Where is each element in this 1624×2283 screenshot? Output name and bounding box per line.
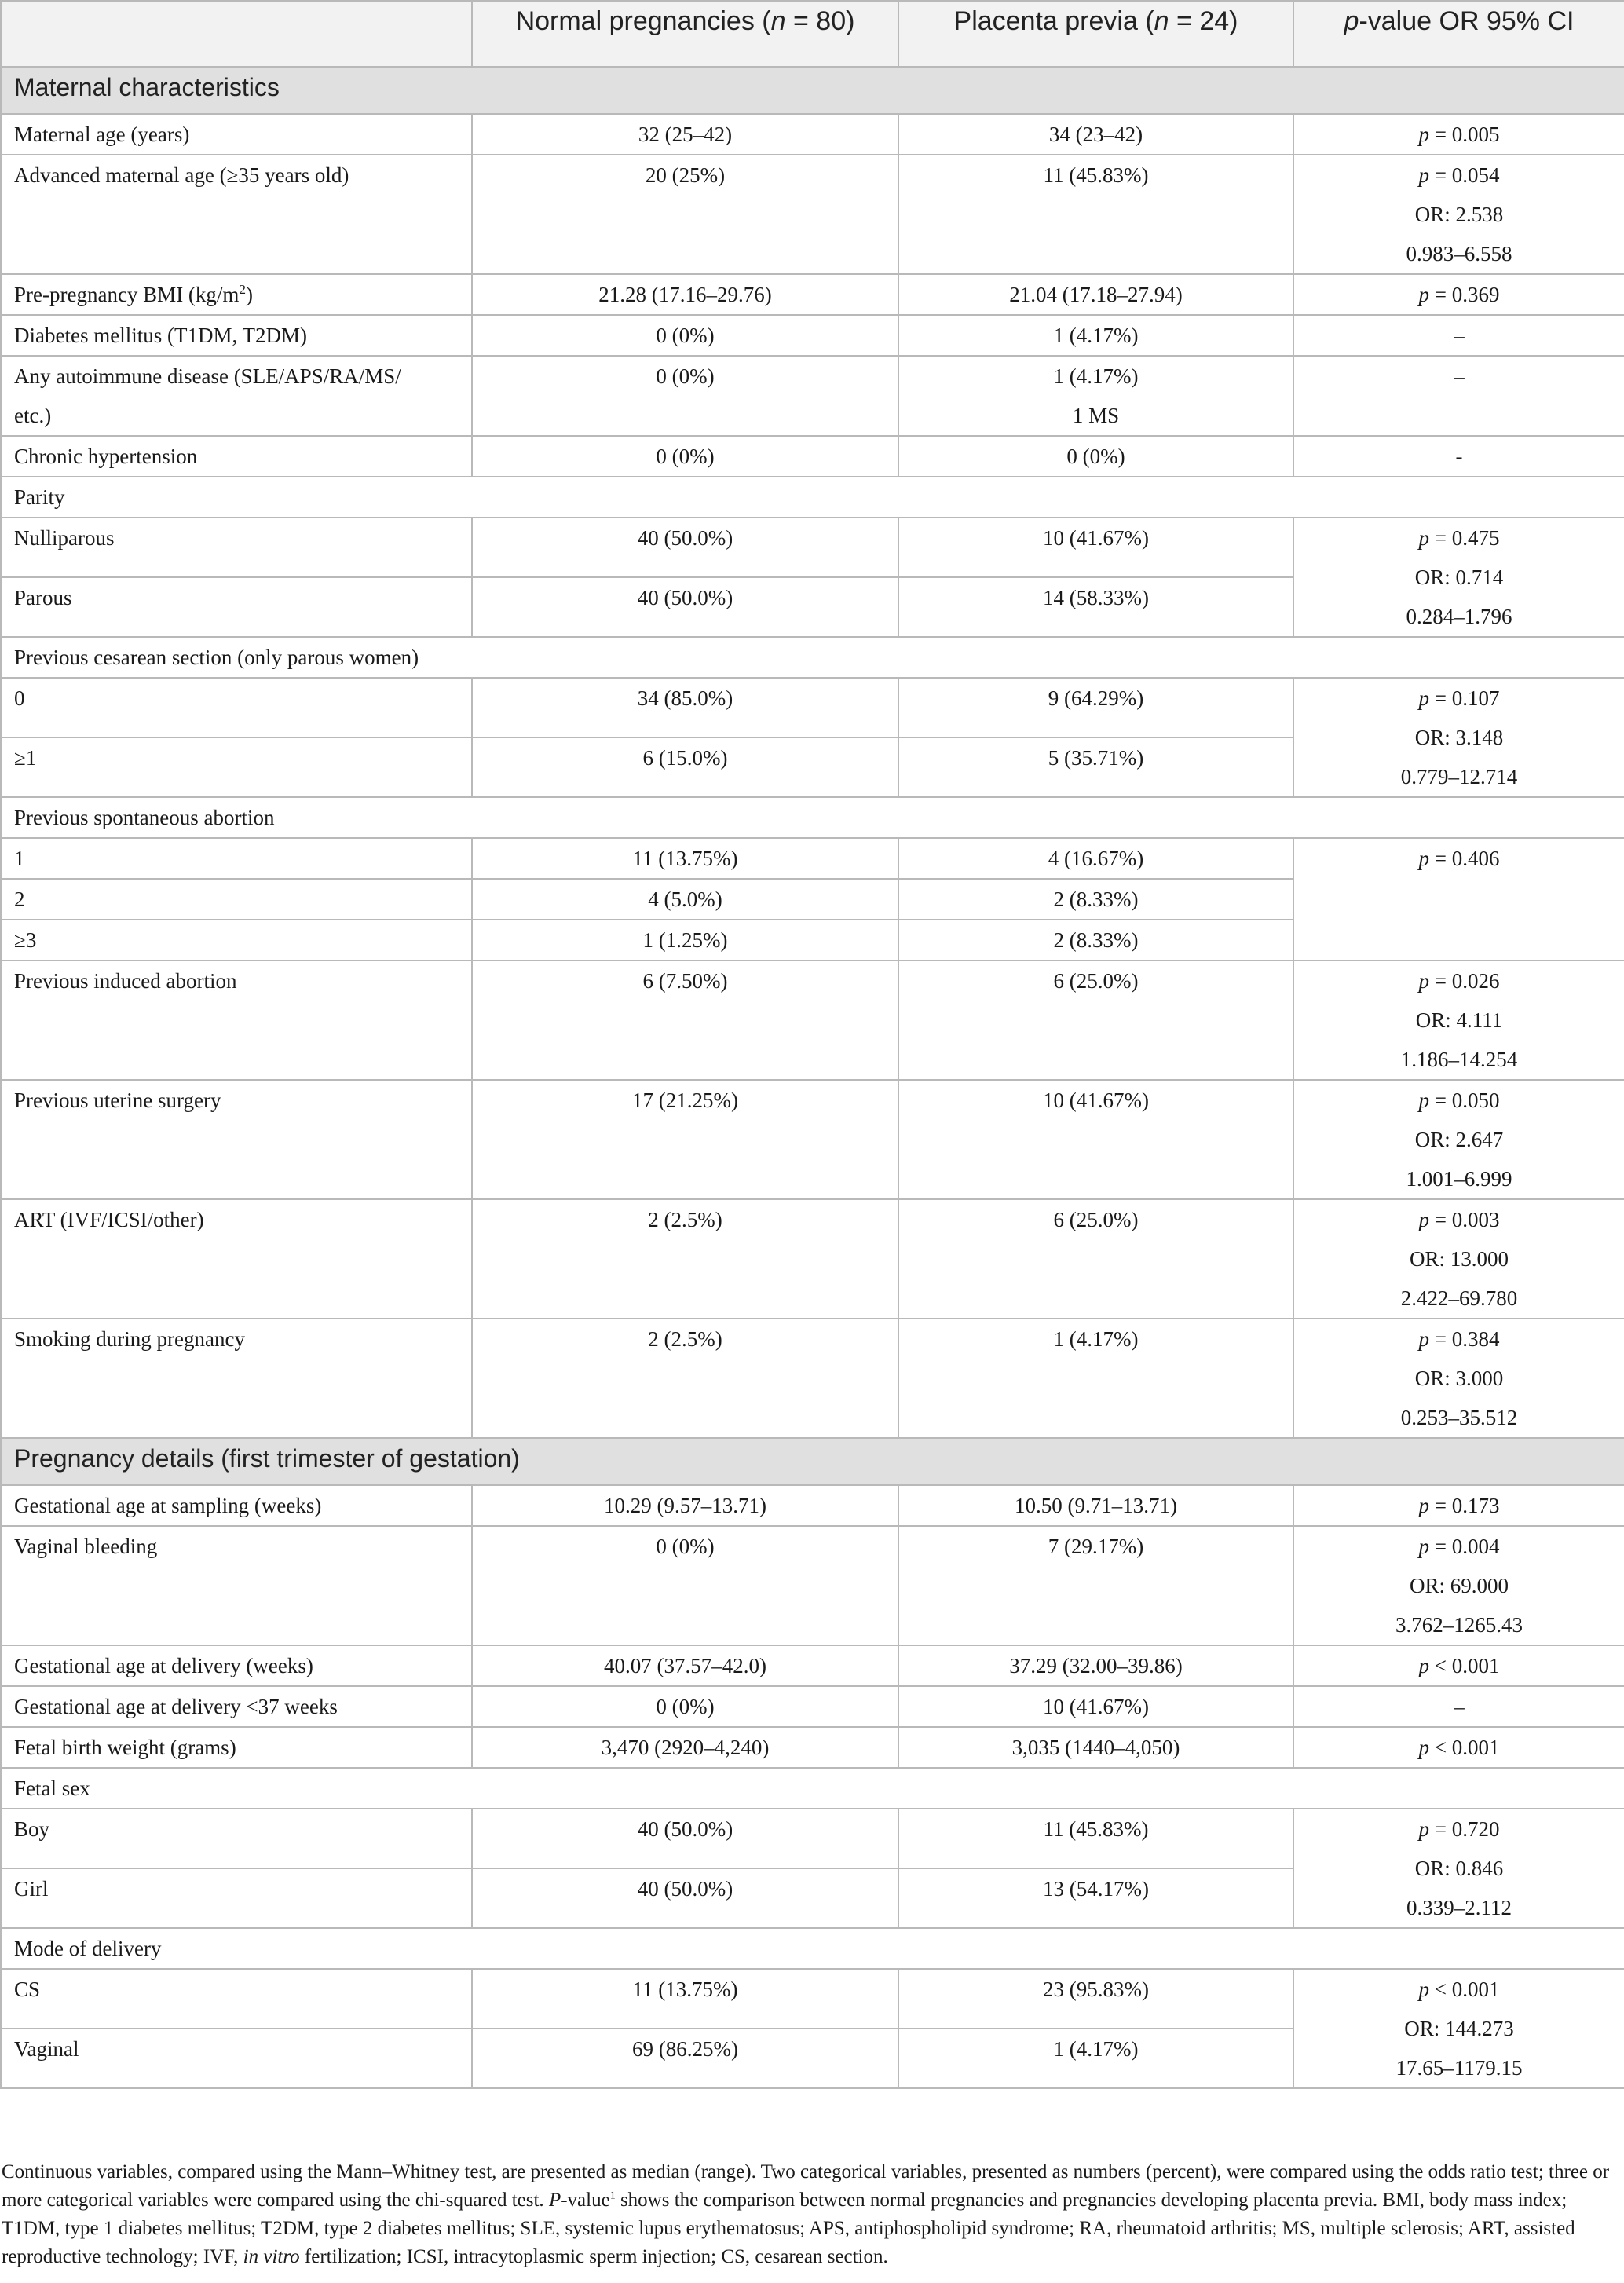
- row-label: Girl: [1, 1868, 472, 1928]
- table-row: [1, 1686, 1624, 1727]
- previa-value: 14 (58.33%): [898, 577, 1293, 637]
- subheading-mode-of-delivery: Mode of delivery: [1, 1928, 1624, 1969]
- previa-value: 11 (45.83%): [898, 155, 1293, 274]
- row-label: Maternal age (years): [1, 114, 472, 155]
- p-value: p < 0.001: [1293, 1727, 1624, 1768]
- section-row: [1, 1438, 1624, 1485]
- p-value-or-ci: p = 0.384 OR: 3.000 0.253–35.512: [1293, 1319, 1624, 1438]
- table-row: [1, 1809, 1624, 1868]
- previa-value: 10 (41.67%): [898, 1686, 1293, 1727]
- previa-value: 5 (35.71%): [898, 737, 1293, 797]
- normal-value: 69 (86.25%): [472, 2029, 898, 2088]
- row-label: CS: [1, 1969, 472, 2029]
- row-label: Diabetes mellitus (T1DM, T2DM): [1, 315, 472, 356]
- p-value-or-ci: p = 0.475 OR: 0.714 0.284–1.796: [1293, 518, 1624, 637]
- previa-value: 1 (4.17%): [898, 2029, 1293, 2088]
- p-value: p = 0.173: [1293, 1485, 1624, 1526]
- row-label: Vaginal: [1, 2029, 472, 2088]
- normal-value: 40.07 (37.57–42.0): [472, 1645, 898, 1686]
- subheading-previous-cesarean: Previous cesarean section (only parous women): [1, 637, 1624, 678]
- p-value-or-ci: p < 0.001 OR: 144.273 17.65–1179.15: [1293, 1969, 1624, 2088]
- previa-value: 37.29 (32.00–39.86): [898, 1645, 1293, 1686]
- table-row: [1, 1080, 1624, 1199]
- row-label: Advanced maternal age (≥35 years old): [1, 155, 472, 274]
- table-row: [1, 114, 1624, 155]
- normal-value: 11 (13.75%): [472, 838, 898, 879]
- row-label: Pre-pregnancy BMI $(kg/m^2)$: [1, 274, 472, 315]
- row-label: Chronic hypertension: [1, 436, 472, 477]
- subheading-fetal-sex: Fetal sex: [1, 1768, 1624, 1809]
- table-row: [1, 518, 1624, 577]
- normal-value: 1 (1.25%): [472, 920, 898, 960]
- section-pregnancy-details: Pregnancy details (first trimester of gestation): [1, 1438, 1624, 1485]
- subheading-row: [1, 1928, 1624, 1969]
- normal-value: 6 (15.0%): [472, 737, 898, 797]
- normal-value: 0 (0%): [472, 315, 898, 356]
- previa-value: 2 (8.33%): [898, 879, 1293, 920]
- row-label: ART (IVF/ICSI/other): [1, 1199, 472, 1319]
- table-row: [1, 155, 1624, 274]
- previa-value: 9 (64.29%): [898, 678, 1293, 737]
- normal-value: 0 (0%): [472, 356, 898, 436]
- normal-value: 40 (50.0%): [472, 518, 898, 577]
- subheading-spontaneous-abortion: Previous spontaneous abortion: [1, 797, 1624, 838]
- row-label: Previous uterine surgery: [1, 1080, 472, 1199]
- normal-value: 17 (21.25%): [472, 1080, 898, 1199]
- subheading-row: [1, 797, 1624, 838]
- row-label: Nulliparous: [1, 518, 472, 577]
- section-maternal-characteristics: Maternal characteristics: [1, 67, 1624, 114]
- p-value-or-ci: p = 0.026 OR: 4.111 1.186–14.254: [1293, 960, 1624, 1080]
- row-label: ≥1: [1, 737, 472, 797]
- header-placenta-previa: Placenta previa (n = 24): [898, 1, 1293, 67]
- normal-value: 32 (25–42): [472, 114, 898, 155]
- previa-value: 3,035 (1440–4,050): [898, 1727, 1293, 1768]
- row-label: Gestational age at delivery (weeks): [1, 1645, 472, 1686]
- table-row: [1, 838, 1624, 879]
- p-value-or-ci: p = 0.003 OR: 13.000 2.422–69.780: [1293, 1199, 1624, 1319]
- header-row: [1, 1, 1624, 67]
- normal-value: 40 (50.0%): [472, 577, 898, 637]
- normal-value: 34 (85.0%): [472, 678, 898, 737]
- header-normal-pregnancies: Normal pregnancies (n = 80): [472, 1, 898, 67]
- p-value: –: [1293, 356, 1624, 436]
- p-value: p = 0.005: [1293, 114, 1624, 155]
- normal-value: 4 (5.0%): [472, 879, 898, 920]
- table-row: [1, 1526, 1624, 1645]
- row-label: Any autoimmune disease (SLE/APS/RA/MS/ etc.): [1, 356, 472, 436]
- table-row: [1, 356, 1624, 436]
- p-value-or-ci: p = 0.720 OR: 0.846 0.339–2.112: [1293, 1809, 1624, 1928]
- subheading-row: [1, 637, 1624, 678]
- table-row: [1, 1319, 1624, 1438]
- previa-value: 7 (29.17%): [898, 1526, 1293, 1645]
- table-row: [1, 1485, 1624, 1526]
- row-label: Vaginal bleeding: [1, 1526, 472, 1645]
- table-row: [1, 678, 1624, 737]
- previa-value: 1 (4.17%): [898, 1319, 1293, 1438]
- normal-value: 21.28 (17.16–29.76): [472, 274, 898, 315]
- normal-value: 2 (2.5%): [472, 1199, 898, 1319]
- row-label: Boy: [1, 1809, 472, 1868]
- normal-value: 10.29 (9.57–13.71): [472, 1485, 898, 1526]
- normal-value: 20 (25%): [472, 155, 898, 274]
- previa-value: 0 (0%): [898, 436, 1293, 477]
- p-value: p = 0.406: [1293, 838, 1624, 960]
- row-label: 0: [1, 678, 472, 737]
- table-row: [1, 960, 1624, 1080]
- p-value: -: [1293, 436, 1624, 477]
- row-label: Gestational age at sampling (weeks): [1, 1485, 472, 1526]
- row-label: 1: [1, 838, 472, 879]
- p-value: p < 0.001: [1293, 1645, 1624, 1686]
- normal-value: 2 (2.5%): [472, 1319, 898, 1438]
- previa-value: 10.50 (9.71–13.71): [898, 1485, 1293, 1526]
- p-value: –: [1293, 1686, 1624, 1727]
- previa-value: 34 (23–42): [898, 114, 1293, 155]
- normal-value: 40 (50.0%): [472, 1809, 898, 1868]
- p-value-or-ci: p = 0.054 OR: 2.538 0.983–6.558: [1293, 155, 1624, 274]
- table-row: [1, 1969, 1624, 2029]
- previa-value: 23 (95.83%): [898, 1969, 1293, 2029]
- previa-value: 4 (16.67%): [898, 838, 1293, 879]
- previa-value: 1 (4.17%) 1 MS: [898, 356, 1293, 436]
- header-variable: [1, 1, 472, 67]
- header-pvalue-or-ci: p-value OR 95% CI: [1293, 1, 1624, 67]
- p-value: p = 0.369: [1293, 274, 1624, 315]
- previa-value: 6 (25.0%): [898, 960, 1293, 1080]
- previa-value: 10 (41.67%): [898, 518, 1293, 577]
- row-label: Parous: [1, 577, 472, 637]
- row-label: Previous induced abortion: [1, 960, 472, 1080]
- table-row: [1, 1645, 1624, 1686]
- normal-value: 40 (50.0%): [472, 1868, 898, 1928]
- subheading-parity: Parity: [1, 477, 1624, 518]
- row-label: ≥3: [1, 920, 472, 960]
- table-row: [1, 1727, 1624, 1768]
- p-value-or-ci: p = 0.050 OR: 2.647 1.001–6.999: [1293, 1080, 1624, 1199]
- normal-value: 11 (13.75%): [472, 1969, 898, 2029]
- table-row: [1, 1199, 1624, 1319]
- row-label: Gestational age at delivery <37 weeks: [1, 1686, 472, 1727]
- previa-value: 11 (45.83%): [898, 1809, 1293, 1868]
- table-footnote: Continuous variables, compared using the Mann–Whitney test, are presented as median (range). Two categorical variables, presented as numbers (percent), were compared using the odds ratio test; three or more categorical variables were compared using the chi-squared test. P-value$^1$ shows the comparison between normal pregnancies and pregnancies developing placenta previa. BMI, body mass index; T1DM, type 1 diabetes mellitus; T2DM, type 2 diabetes mellitus; SLE, systemic lupus erythematosus; APS, antiphospholipid syndrome; RA, rheumatoid arthritis; MS, multiple sclerosis; ART, assisted reproductive technology; IVF, in vitro fertilization; ICSI, intracytoplasmic sperm injection; CS, cesarean section.: [2, 2161, 1610, 2267]
- subheading-row: [1, 1768, 1624, 1809]
- section-row: [1, 67, 1624, 114]
- subheading-row: [1, 477, 1624, 518]
- previa-value: 10 (41.67%): [898, 1080, 1293, 1199]
- normal-value: 3,470 (2920–4,240): [472, 1727, 898, 1768]
- normal-value: 6 (7.50%): [472, 960, 898, 1080]
- row-label: Fetal birth weight (grams): [1, 1727, 472, 1768]
- previa-value: 1 (4.17%): [898, 315, 1293, 356]
- previa-value: 13 (54.17%): [898, 1868, 1293, 1928]
- normal-value: 0 (0%): [472, 1686, 898, 1727]
- previa-value: 21.04 (17.18–27.94): [898, 274, 1293, 315]
- table-row: [1, 315, 1624, 356]
- previa-value: 6 (25.0%): [898, 1199, 1293, 1319]
- previa-value: 2 (8.33%): [898, 920, 1293, 960]
- p-value-or-ci: p = 0.004 OR: 69.000 3.762–1265.43: [1293, 1526, 1624, 1645]
- table-row: [1, 436, 1624, 477]
- row-label: 2: [1, 879, 472, 920]
- normal-value: 0 (0%): [472, 1526, 898, 1645]
- p-value-or-ci: p = 0.107 OR: 3.148 0.779–12.714: [1293, 678, 1624, 797]
- p-value: –: [1293, 315, 1624, 356]
- normal-value: 0 (0%): [472, 436, 898, 477]
- row-label: Smoking during pregnancy: [1, 1319, 472, 1438]
- table-row: [1, 274, 1624, 315]
